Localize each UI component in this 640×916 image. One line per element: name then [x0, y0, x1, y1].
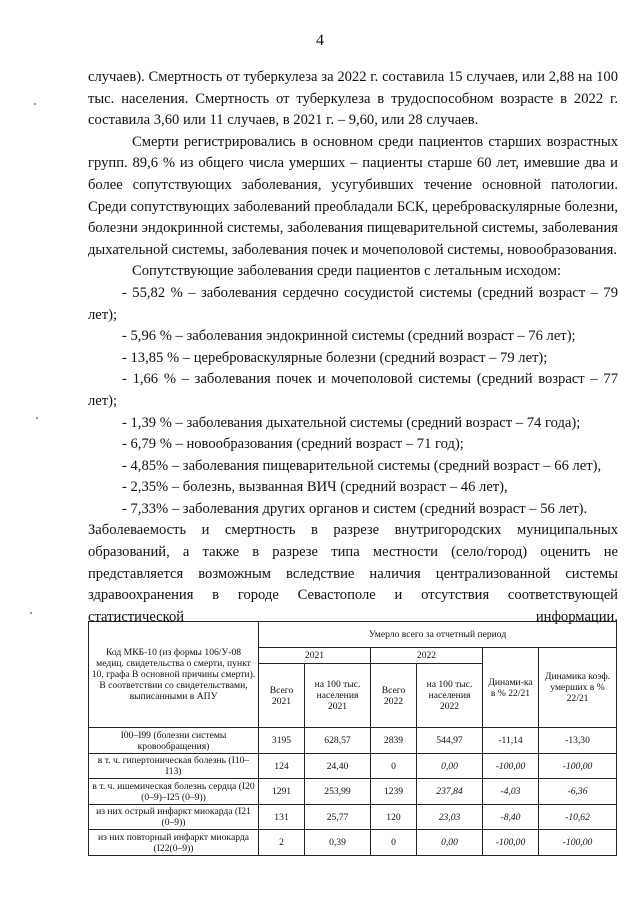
cell-total-2021: 131: [259, 805, 305, 830]
cell-dynamics-coef: -100,00: [539, 754, 617, 779]
cell-dynamics: -8,40: [483, 805, 539, 830]
body-text: [88, 67, 618, 628]
cell-rate-2021: 253,99: [305, 779, 371, 805]
list-item: - 1,39 % – заболевания дыхательной системы (средний возраст – 74 года);: [122, 414, 581, 431]
cell-rate-2021: 25,77: [305, 805, 371, 830]
header-icd-code: Код МКБ-10 (из формы 106/У-08 медиц. свидетельства о смерти, пункт 10, графа В основной причины смерти). В соответствии со свидетельствами, выписанными в АПУ: [89, 622, 259, 728]
row-code: в т. ч. гипертоническая болезнь (I10–I13): [89, 754, 259, 779]
header-total-2022: Всего 2022: [371, 664, 417, 728]
paragraph-municipal: Заболеваемость и смертность в разрезе внутригородских муниципальных образований, а также в разрезе типа местности (село/город) оценить не представляется возможным вследствие наличия централизованной системы здравоохранения в городе Севастополе и отсутствия соответствующей статистической информации.: [88, 522, 618, 625]
cell-dynamics: -100,00: [483, 754, 539, 779]
cell-rate-2021: 0,39: [305, 830, 371, 856]
row-code: из них повторный инфаркт миокарда (I22(0–9)): [89, 830, 259, 856]
row-code: в т. ч. ишемическая болезнь сердца (I20 (0–9)–I25 (0–9)): [89, 779, 259, 805]
cell-total-2021: 1291: [259, 779, 305, 805]
mortality-table: [88, 621, 617, 856]
scan-speck: [34, 103, 36, 105]
cell-dynamics: -4,03: [483, 779, 539, 805]
list-item: - 55,82 % – заболевания сердечно сосудистой системы (средний возраст – 79 лет);: [88, 284, 618, 323]
scan-speck: [30, 612, 32, 614]
list-item: - 13,85 % – цереброваскулярные болезни (средний возраст – 79 лет);: [122, 349, 548, 366]
cell-rate-2022: 23,03: [417, 805, 483, 830]
list-item: - 6,79 % – новообразования (средний возраст – 71 год);: [122, 436, 464, 453]
list-item: - 7,33% – заболевания других органов и систем (средний возраст – 56 лет).: [122, 500, 588, 517]
row-code: из них острый инфаркт миокарда (I21 (0–9)): [89, 805, 259, 830]
paragraph-tuberculosis: случаев). Смертность от туберкулеза за 2022 г. составила 15 случаев, или 2,88 на 100 тыс. населения. Смертность от туберкулеза в трудоспособном возрасте в 2022 г. составила 3,60 или 11 случаев, в 2021 г. – 9,60, или 28 случаев.: [88, 69, 618, 129]
list-item: - 1,66 % – заболевания почек и мочеполовой системы (средний возраст – 77 лет);: [88, 371, 618, 409]
header-dynamics: Динами-ка в % 22/21: [483, 648, 539, 728]
cell-rate-2021: 628,57: [305, 728, 371, 754]
cell-rate-2022: 0,00: [417, 754, 483, 779]
cell-total-2022: 120: [371, 805, 417, 830]
header-rate-2021: на 100 тыс. населения 2021: [305, 664, 371, 728]
cell-rate-2022: 237,84: [417, 779, 483, 805]
cell-dynamics-coef: -13,30: [539, 728, 617, 754]
table-row: [89, 805, 617, 830]
header-total-2021: Всего 2021: [259, 664, 305, 728]
cell-total-2021: 2: [259, 830, 305, 856]
header-year-2022: 2022: [371, 648, 483, 664]
cell-rate-2022: 0,00: [417, 830, 483, 856]
cell-rate-2022: 544,97: [417, 728, 483, 754]
cell-dynamics-coef: -6,36: [539, 779, 617, 805]
cell-total-2022: 2839: [371, 728, 417, 754]
paragraph-comorbidities-intro: Сопутствующие заболевания среди пациентов с летальным исходом:: [132, 263, 562, 280]
paragraph-deaths-age: Смерти регистрировались в основном среди пациентов старших возрастных групп. 89,6 % из общего числа умерших – пациенты старше 60 лет, имевшие два и более сопутствующих заболевания, усугубивших течение основной патологии. Среди сопутствующих заболеваний преобладали БСК, цереброваскулярные болезни, болезни эндокринной системы, заболевания пищеварительной системы, заболевания дыхательной системы, заболевания почек и мочеполовой системы, новообразования.: [88, 133, 618, 258]
cell-rate-2021: 24,40: [305, 754, 371, 779]
cell-dynamics: -100,00: [483, 830, 539, 856]
cell-dynamics-coef: -10,62: [539, 805, 617, 830]
row-code: I00–I99 (болезни системы кровообращения): [89, 728, 259, 754]
cell-total-2021: 3195: [259, 728, 305, 754]
cell-dynamics: -11,14: [483, 728, 539, 754]
table-row: [89, 779, 617, 805]
cell-total-2022: 0: [371, 754, 417, 779]
table-row: [89, 754, 617, 779]
list-item: - 2,35% – болезнь, вызванная ВИЧ (средний возраст – 46 лет),: [122, 479, 508, 496]
table-row: [89, 728, 617, 754]
header-year-2021: 2021: [259, 648, 371, 664]
header-rate-2022: на 100 тыс. населения 2022: [417, 664, 483, 728]
cell-total-2022: 1239: [371, 779, 417, 805]
cell-dynamics-coef: -100,00: [539, 830, 617, 856]
header-period: Умерло всего за отчетный период: [259, 622, 617, 648]
list-item: - 5,96 % – заболевания эндокринной системы (средний возраст – 76 лет);: [122, 328, 576, 345]
list-item: - 4,85% – заболевания пищеварительной системы (средний возраст – 66 лет),: [122, 457, 602, 474]
page-number: 4: [316, 32, 324, 49]
header-dynamics-coef: Динамика коэф. умерших в % 22/21: [539, 648, 617, 728]
scan-speck: [36, 417, 38, 419]
cell-total-2021: 124: [259, 754, 305, 779]
table-row: [89, 830, 617, 856]
cell-total-2022: 0: [371, 830, 417, 856]
